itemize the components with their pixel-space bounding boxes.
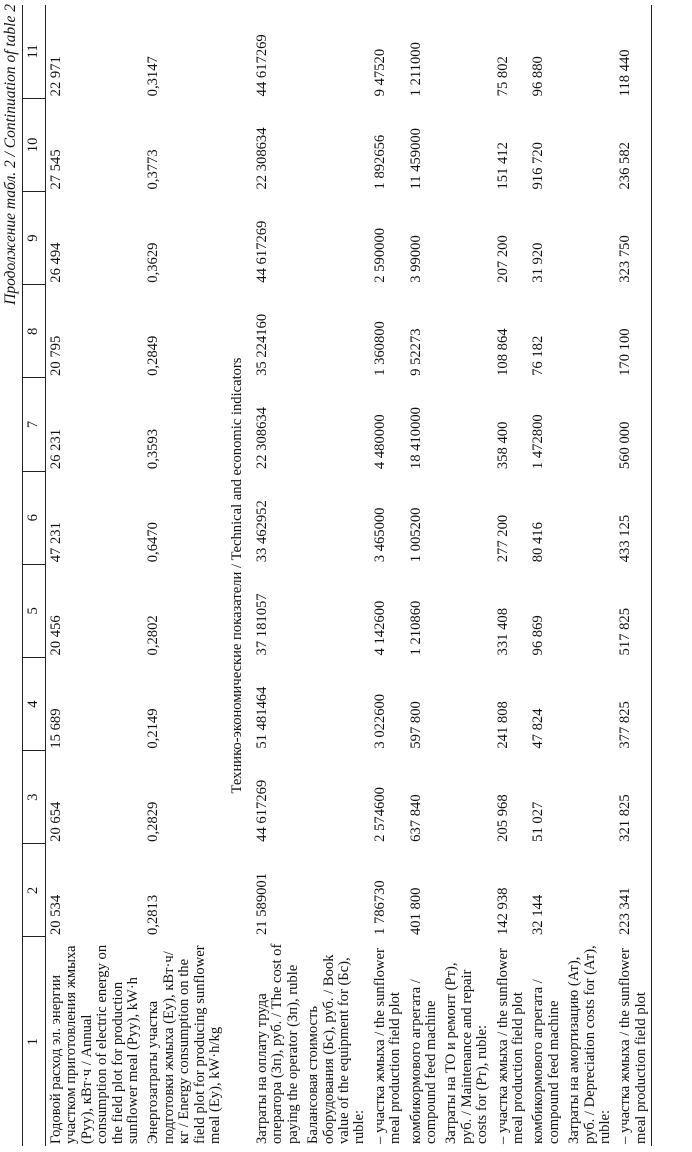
column-header: 5 (23, 564, 46, 657)
row-label: Затраты на амортизацию (Ат), руб. / Depreciation costs for (Ат), ruble: (566, 945, 613, 1144)
column-header: 6 (23, 471, 46, 564)
table-cell: 9 47520 (371, 48, 388, 97)
table-cell: 15 689 (48, 708, 64, 749)
table-cell: 170 100 (617, 328, 634, 376)
column-header: 1 (25, 1038, 42, 1046)
column-header: 8 (23, 285, 46, 378)
table-cell: 142 938 (494, 887, 511, 935)
table-cell: 3 99000 (407, 235, 424, 283)
row-label: Годовой расход эл. энергии участком приготовления жмыха (Pуу), кВт·ч / Annual consumption of electric energy on the field plot for production sunflower meal (Pуу), kW·h (48, 944, 142, 1144)
table-cell (303, 564, 370, 657)
table-cell: 241 808 (494, 701, 511, 749)
table-cell: 205 968 (494, 794, 511, 842)
table-cell: 0,3773 (145, 149, 162, 190)
table-row (252, 5, 303, 1146)
table-cell (441, 564, 492, 657)
table-cell: 1 472800 (530, 414, 547, 470)
column-header: 2 (23, 844, 46, 937)
table-cell: 76 182 (530, 335, 547, 376)
table-cell: 0,2149 (145, 708, 162, 749)
table-row (370, 5, 406, 1146)
table-cell (303, 378, 370, 471)
table-row (441, 5, 492, 1146)
row-label: комбикормового агрегата / compound feed machine (407, 979, 439, 1144)
table-cell: 4 142600 (371, 600, 388, 656)
table-cell: 1 210860 (407, 600, 424, 656)
row-label: Энергозатраты участка подготовки жмыха (Eу), кВт·ч/кг / Energy consumption on the field plot for producing sunflower meal (Eу), kW·h/kg (145, 945, 224, 1144)
table-cell (441, 657, 492, 750)
table-cell (303, 5, 370, 98)
table-cell: 32 144 (530, 894, 547, 935)
column-header: 4 (23, 657, 46, 750)
column-header: 10 (23, 98, 46, 191)
table-cell: 118 440 (617, 49, 634, 97)
table-row (143, 5, 225, 1146)
row-label: Затраты на ТО и ремонт (Рт), руб. / Maintenance and repair costs for (Рт), ruble: (443, 962, 491, 1144)
table-cell: 0,3593 (145, 428, 162, 470)
table-cell: 80 416 (530, 522, 547, 563)
table-cell (441, 844, 492, 937)
table-cell (303, 98, 370, 191)
table-cell: 108 864 (494, 328, 511, 376)
table-cell: 1 211000 (407, 42, 424, 97)
table-cell: 22 971 (48, 56, 64, 97)
table-cell: 44 617269 (253, 220, 270, 283)
table-cell: 637 840 (407, 794, 424, 842)
table-cell: 916 720 (530, 142, 547, 190)
table-cell: 26 231 (48, 428, 64, 470)
table-caption: Продолжение табл. 2 / Continuation of table 2 (2, 4, 19, 305)
table-cell: 560 000 (617, 421, 634, 470)
table-cell: 47 231 (48, 522, 64, 563)
table-cell (564, 192, 615, 285)
table-cell: 75 802 (494, 56, 511, 97)
table-cell: 0,2829 (145, 801, 162, 842)
table-cell: 37 181057 (253, 593, 270, 656)
row-label: Балансовая стоимость оборудования (Бс), руб. / Book value of the equipment for (Бс), ruble: (305, 954, 368, 1144)
table-cell: 1 786730 (371, 880, 388, 935)
table-cell (441, 5, 492, 98)
table-cell: 18 410000 (407, 407, 424, 470)
table-cell: 597 800 (407, 701, 424, 749)
table-cell: 11 459000 (407, 128, 424, 190)
table-cell: 31 920 (530, 242, 547, 283)
table-row (46, 5, 144, 1146)
table-cell: 0,2813 (145, 894, 162, 935)
table-cell: 20 654 (48, 801, 64, 842)
table-cell: 2 574600 (371, 787, 388, 842)
table-cell: 401 800 (407, 887, 424, 935)
table-cell: 223 341 (617, 887, 634, 935)
table-cell: 51 027 (530, 801, 547, 842)
table-cell: 3 465000 (371, 507, 388, 563)
table-body (46, 5, 652, 1146)
table-cell (564, 378, 615, 471)
column-header: 11 (23, 5, 46, 98)
table-cell: 517 825 (617, 608, 634, 656)
table-cell: 26 494 (48, 242, 64, 283)
column-header: 7 (23, 378, 46, 471)
table-cell: 0,6470 (145, 522, 162, 563)
table-cell: 51 481464 (253, 686, 270, 749)
table-cell: 321 825 (617, 794, 634, 842)
table-row (303, 5, 370, 1146)
table-cell (441, 98, 492, 191)
table-cell (303, 751, 370, 844)
table-cell: 0,2849 (145, 335, 162, 376)
table-row (615, 5, 651, 1146)
table-cell: 96 880 (530, 56, 547, 97)
table-cell: 277 200 (494, 514, 511, 563)
column-header: 3 (23, 751, 46, 844)
table-cell: 22 308634 (253, 407, 270, 470)
table-cell: 0,3147 (145, 56, 162, 97)
table-row (564, 5, 615, 1146)
table-cell (441, 471, 492, 564)
table-cell (564, 657, 615, 750)
table-cell: 33 462952 (253, 500, 270, 563)
table-cell: 151 412 (494, 142, 511, 190)
row-label: – участка жмыха / the sunflower meal production field plot (494, 948, 526, 1144)
table-row (406, 5, 442, 1146)
table-cell: 2 590000 (371, 227, 388, 283)
row-label: – участка жмыха / the sunflower meal production field plot (617, 948, 649, 1144)
table-cell (564, 5, 615, 98)
table-cell (441, 378, 492, 471)
table-cell: 377 825 (617, 701, 634, 749)
table-cell: 20 534 (48, 894, 64, 935)
table-cell (441, 192, 492, 285)
table-cell: 1 360800 (371, 321, 388, 376)
table-header-row (23, 5, 46, 1146)
table-cell: 0,3629 (145, 242, 162, 283)
table-cell: 20 456 (48, 615, 64, 656)
table-cell: 27 545 (48, 149, 64, 190)
column-header: 9 (23, 192, 46, 285)
table-cell (564, 471, 615, 564)
table-cell: 207 200 (494, 235, 511, 283)
table-cell: 433 125 (617, 514, 634, 563)
table-cell (564, 844, 615, 937)
data-table (22, 5, 652, 1146)
table-cell: 236 582 (617, 142, 634, 190)
table-cell: 1 005200 (407, 507, 424, 563)
row-label: комбикормового агрегата / compound feed machine (530, 979, 562, 1144)
table-cell: 323 750 (617, 235, 634, 283)
table-cell: 4 480000 (371, 414, 388, 470)
table-cell: 44 617269 (253, 34, 270, 97)
row-label: Затраты на оплату труда оператора (Зп), руб. / The cost of paying the operator (Зп), ruble (253, 943, 301, 1144)
table-cell (564, 98, 615, 191)
table-cell (564, 564, 615, 657)
table-row (493, 5, 529, 1146)
row-label: – участка жмыха / the sunflower meal production field plot (371, 948, 404, 1144)
table-cell: 9 52273 (407, 328, 424, 376)
table-cell (303, 285, 370, 378)
table-cell: 358 400 (494, 421, 511, 470)
table-cell: 20 795 (48, 335, 64, 376)
table-cell: 0,2802 (145, 615, 162, 656)
table-cell (303, 657, 370, 750)
table-cell: 21 589001 (253, 872, 270, 935)
table-cell: 1 892656 (371, 134, 388, 190)
table-cell: 331 408 (494, 608, 511, 656)
table-row (528, 5, 564, 1146)
table-cell: 47 824 (530, 708, 547, 749)
section-title: Технико-экономические показатели / Technical and economic indicators (229, 357, 246, 794)
table-cell (441, 285, 492, 378)
table-cell (564, 285, 615, 378)
table-cell: 35 224160 (253, 313, 270, 376)
table-cell (303, 844, 370, 937)
table-cell (441, 751, 492, 844)
table-cell: 3 022600 (371, 693, 388, 749)
table-cell: 22 308634 (253, 127, 270, 190)
table-cell: 44 617269 (253, 779, 270, 842)
section-row (225, 5, 251, 1146)
table-cell (303, 471, 370, 564)
table-cell: 96 869 (530, 615, 547, 656)
table-cell (303, 192, 370, 285)
table-cell (564, 751, 615, 844)
